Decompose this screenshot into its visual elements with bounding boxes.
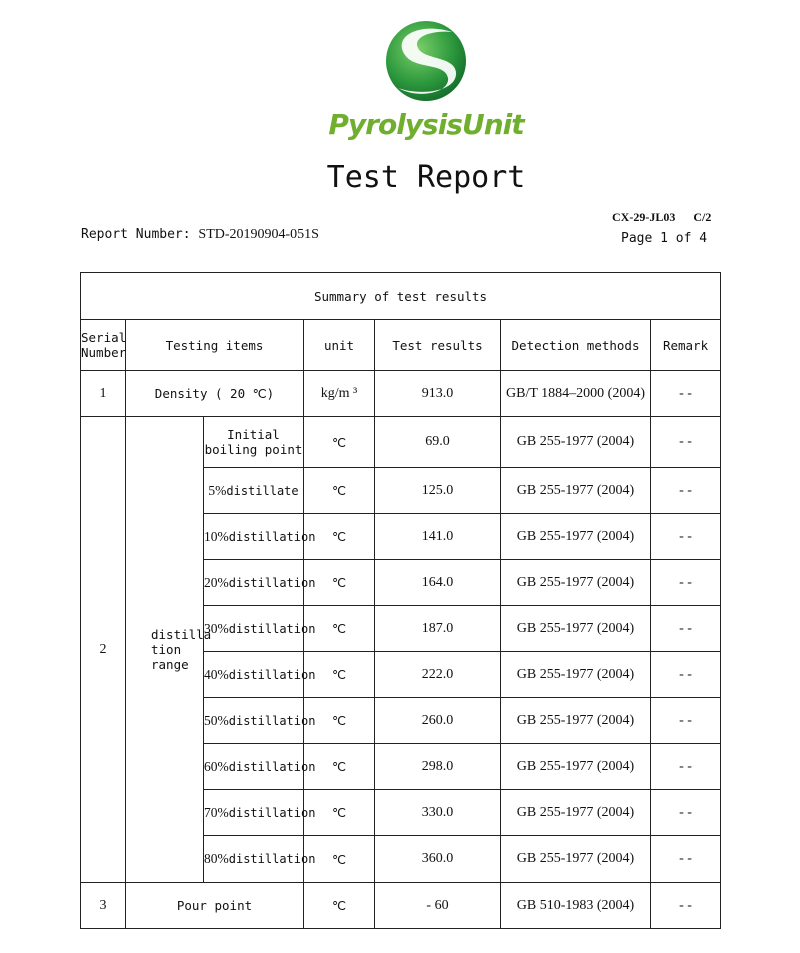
row-item: Density ( 20 ℃) bbox=[126, 371, 304, 417]
row-result: 222.0 bbox=[375, 652, 501, 698]
row-unit: ℃ bbox=[304, 698, 375, 744]
page-indicator: Page 1 of 4 bbox=[621, 231, 708, 246]
row-unit: ℃ bbox=[304, 836, 375, 883]
row-result: 125.0 bbox=[375, 468, 501, 514]
row-unit: kg/m ³ bbox=[304, 371, 375, 417]
row-unit: ℃ bbox=[304, 606, 375, 652]
row-remark: - - bbox=[651, 836, 721, 883]
row-method: GB/T 1884–2000 (2004) bbox=[501, 371, 651, 417]
sub-item: 80%distillation bbox=[204, 836, 304, 883]
row-result: 913.0 bbox=[375, 371, 501, 417]
row-remark: - - bbox=[651, 790, 721, 836]
header-row bbox=[81, 320, 721, 371]
row-remark: - - bbox=[651, 468, 721, 514]
row-method: GB 255-1977 (2004) bbox=[501, 560, 651, 606]
row-remark: - - bbox=[651, 417, 721, 468]
row-result: 141.0 bbox=[375, 514, 501, 560]
sub-item: 60%distillation bbox=[204, 744, 304, 790]
row-remark: - - bbox=[651, 744, 721, 790]
test-results-table bbox=[80, 272, 721, 929]
row-method: GB 255-1977 (2004) bbox=[501, 836, 651, 883]
row-result: 330.0 bbox=[375, 790, 501, 836]
row-method: GB 255-1977 (2004) bbox=[501, 744, 651, 790]
row-result: 69.0 bbox=[375, 417, 501, 468]
row-unit: ℃ bbox=[304, 744, 375, 790]
distillation-range-label: distilla tion range bbox=[126, 417, 204, 883]
sub-item: 50%distillation bbox=[204, 698, 304, 744]
row-unit: ℃ bbox=[304, 514, 375, 560]
row-unit: ℃ bbox=[304, 652, 375, 698]
header-remark: Remark bbox=[651, 320, 721, 371]
row-serial: 2 bbox=[81, 417, 126, 883]
row-unit: ℃ bbox=[304, 560, 375, 606]
row-unit: ℃ bbox=[304, 790, 375, 836]
row-remark: - - bbox=[651, 698, 721, 744]
row-method: GB 255-1977 (2004) bbox=[501, 417, 651, 468]
table-row bbox=[81, 371, 721, 417]
row-method: GB 255-1977 (2004) bbox=[501, 698, 651, 744]
row-serial: 1 bbox=[81, 371, 126, 417]
sub-item: 20%distillation bbox=[204, 560, 304, 606]
report-number-value: STD-20190904-051S bbox=[198, 227, 319, 242]
row-remark: - - bbox=[651, 560, 721, 606]
report-number-line bbox=[81, 227, 319, 243]
row-unit: ℃ bbox=[304, 417, 375, 468]
row-method: GB 255-1977 (2004) bbox=[501, 606, 651, 652]
row-method: GB 510-1983 (2004) bbox=[501, 883, 651, 929]
row-method: GB 255-1977 (2004) bbox=[501, 652, 651, 698]
sub-item: 70%distillation bbox=[204, 790, 304, 836]
header-testing-items: Testing items bbox=[126, 320, 304, 371]
sub-item: 30%distillation bbox=[204, 606, 304, 652]
row-remark: - - bbox=[651, 371, 721, 417]
row-result: - 60 bbox=[375, 883, 501, 929]
table-row bbox=[81, 417, 721, 468]
row-result: 298.0 bbox=[375, 744, 501, 790]
table-row bbox=[81, 883, 721, 929]
row-unit: ℃ bbox=[304, 468, 375, 514]
sub-item: 40%distillation bbox=[204, 652, 304, 698]
sub-item-initial-boiling-point: Initial boiling point bbox=[204, 417, 304, 468]
brand-name: PyrolysisUnit bbox=[328, 108, 524, 141]
row-method: GB 255-1977 (2004) bbox=[501, 514, 651, 560]
row-result: 164.0 bbox=[375, 560, 501, 606]
row-method: GB 255-1977 (2004) bbox=[501, 790, 651, 836]
sub-item: 5%distillate bbox=[204, 468, 304, 514]
row-remark: - - bbox=[651, 883, 721, 929]
header-test-results: Test results bbox=[375, 320, 501, 371]
row-result: 260.0 bbox=[375, 698, 501, 744]
row-item: Pour point bbox=[126, 883, 304, 929]
report-title: Test Report bbox=[326, 160, 526, 195]
row-remark: - - bbox=[651, 652, 721, 698]
row-result: 187.0 bbox=[375, 606, 501, 652]
row-method: GB 255-1977 (2004) bbox=[501, 468, 651, 514]
header-unit: unit bbox=[304, 320, 375, 371]
row-result: 360.0 bbox=[375, 836, 501, 883]
report-number-label: Report Number: bbox=[81, 227, 191, 242]
table-caption: Summary of test results bbox=[81, 273, 721, 320]
header-detection-methods: Detection methods bbox=[501, 320, 651, 371]
doc-code: CX-29-JL03 C/2 bbox=[612, 210, 712, 224]
row-remark: - - bbox=[651, 514, 721, 560]
row-remark: - - bbox=[651, 606, 721, 652]
row-unit: ℃ bbox=[304, 883, 375, 929]
row-serial: 3 bbox=[81, 883, 126, 929]
sub-item: 10%distillation bbox=[204, 514, 304, 560]
header-serial: Serial Number bbox=[81, 320, 126, 371]
